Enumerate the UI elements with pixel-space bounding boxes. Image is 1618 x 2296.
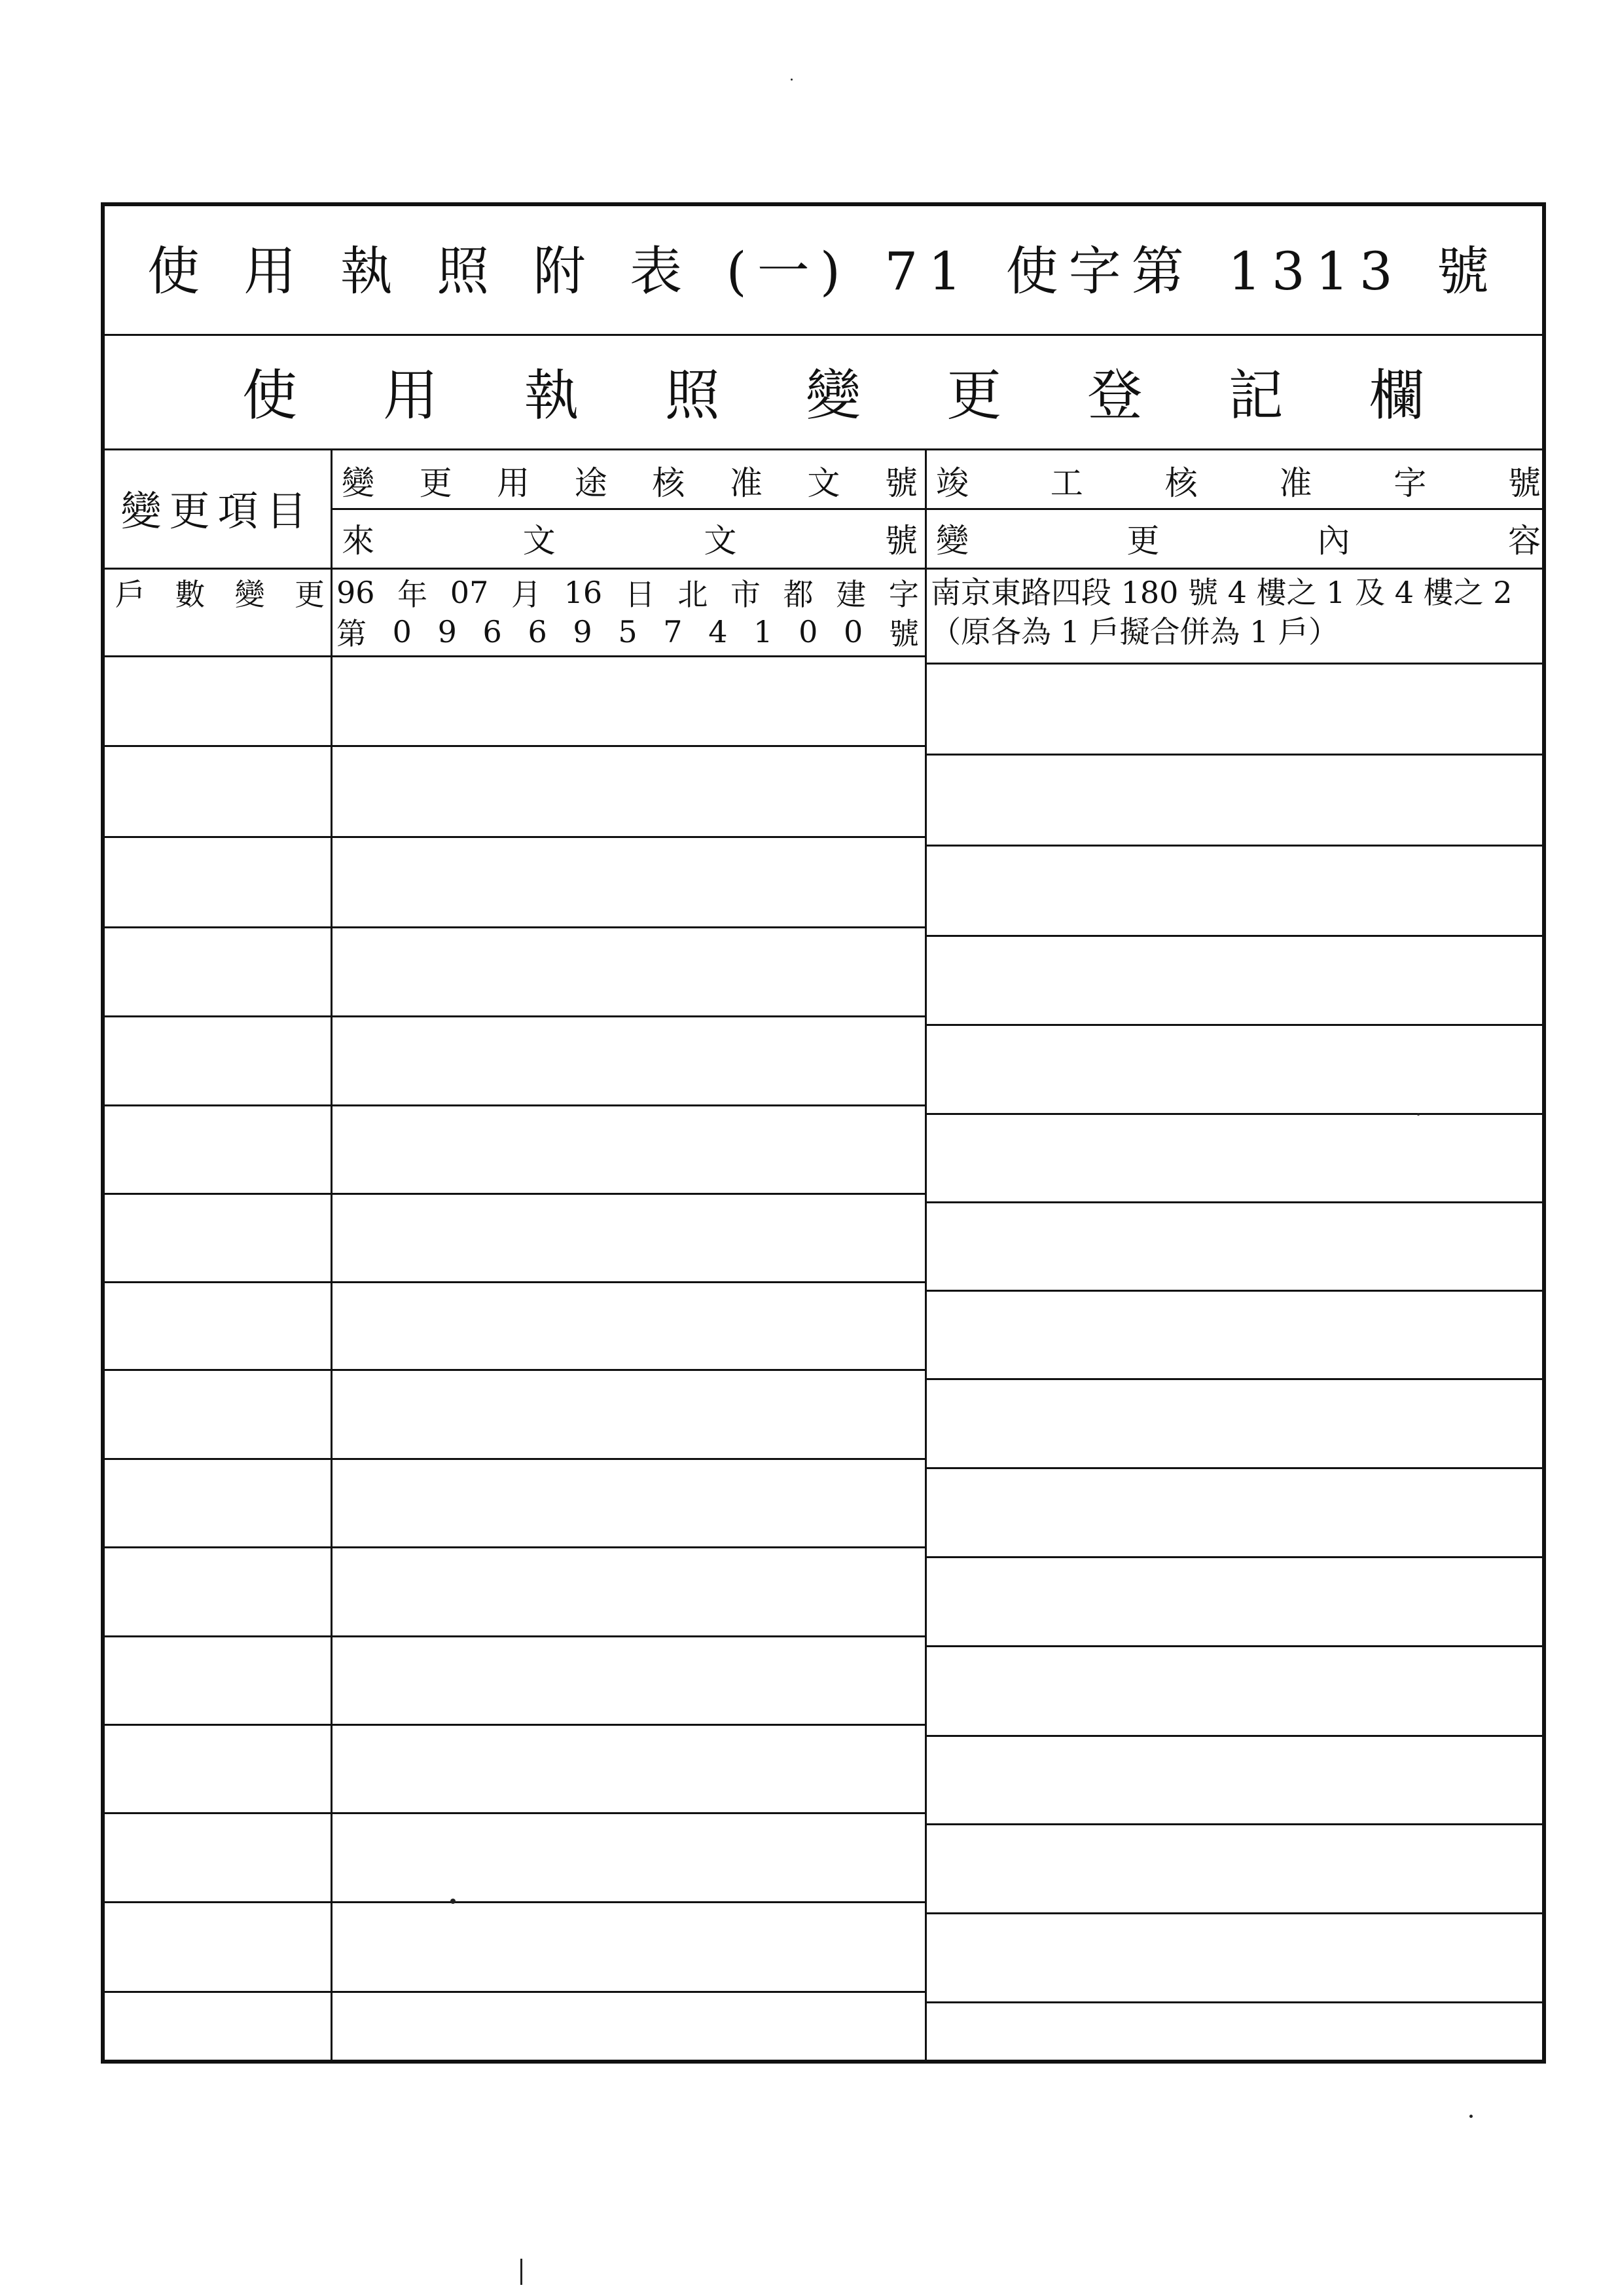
row-line	[331, 745, 925, 747]
row-line	[105, 1724, 331, 1726]
subtitle-char: 登	[1087, 363, 1143, 428]
entry-char: 日	[624, 577, 655, 612]
column-divider	[331, 448, 333, 2060]
row-line	[925, 845, 1542, 847]
row-line	[925, 1113, 1542, 1115]
row-line	[925, 1024, 1542, 1026]
form-title: 使 用 執 照 附 表 (一) 71 使字第 1313 號	[147, 241, 1500, 302]
entry-char: 0	[392, 614, 412, 649]
row-line	[925, 1467, 1542, 1469]
column-divider	[925, 448, 927, 2060]
header-change-item: 變更項目	[120, 486, 315, 535]
row-line	[331, 836, 925, 838]
row-line	[925, 2001, 1542, 2003]
header-change-content	[929, 511, 1545, 565]
entry-doc-line-2	[334, 612, 923, 651]
row-line	[105, 1193, 331, 1195]
row-line	[105, 1458, 331, 1460]
header-char: 容	[1507, 522, 1541, 560]
header-char: 變	[936, 522, 969, 560]
row-line	[105, 1546, 331, 1548]
subtitle-char: 用	[383, 363, 439, 428]
subtitle-char: 執	[524, 363, 579, 428]
header-approval-doc	[335, 454, 923, 507]
row-line	[105, 1812, 331, 1814]
scan-speck	[450, 1899, 456, 1904]
header-char: 號	[884, 464, 918, 502]
row-line	[925, 1823, 1542, 1825]
subtitle-char: 欄	[1369, 363, 1424, 428]
entry-char: 號	[888, 616, 919, 651]
row-line	[105, 1104, 331, 1106]
header-char: 核	[1164, 464, 1198, 502]
row-line	[331, 1281, 925, 1283]
row-line	[925, 935, 1542, 937]
row-line	[331, 1193, 925, 1195]
row-line	[331, 1015, 925, 1017]
header-completion-approval	[929, 454, 1545, 507]
entry-char: 4	[708, 614, 728, 649]
entry-char: 5	[618, 614, 638, 649]
header-char: 文	[522, 522, 556, 560]
row-line	[331, 1458, 925, 1460]
entry-char: 16	[564, 575, 603, 610]
divider	[105, 568, 1542, 570]
header-incoming-doc	[335, 511, 923, 565]
header-char: 工	[1050, 464, 1083, 502]
header-char: 文	[807, 464, 840, 502]
row-line	[331, 1635, 925, 1637]
entry-content-line-2: （原各為 1 戶擬合併為 1 戶）	[931, 614, 1339, 649]
entry-char: 第	[336, 616, 367, 651]
entry-char: 變	[234, 577, 265, 612]
row-line	[105, 1015, 331, 1017]
subtitle-char: 變	[805, 363, 861, 428]
entry-char: 9	[437, 614, 457, 649]
scan-speck	[1417, 1113, 1420, 1116]
entry-doc-line-1	[334, 573, 923, 612]
row-line	[105, 655, 331, 657]
row-line	[925, 1378, 1542, 1380]
row-line	[331, 1901, 925, 1903]
change-registration-form	[101, 202, 1546, 2064]
entry-char: 戶	[115, 577, 145, 612]
entry-content-line-1: 南京東路四段 180 號 4 樓之 1 及 4 樓之 2	[931, 575, 1513, 610]
row-line	[925, 754, 1542, 756]
entry-char: 9	[573, 614, 592, 649]
header-char: 用	[497, 464, 530, 502]
entry-char: 0	[844, 614, 863, 649]
entry-char: 7	[663, 614, 683, 649]
header-char: 竣	[936, 464, 969, 502]
row-line	[331, 1369, 925, 1371]
header-char: 核	[652, 464, 685, 502]
scan-mark	[520, 2259, 522, 2285]
row-line	[105, 1369, 331, 1371]
entry-char: 6	[482, 614, 502, 649]
scan-speck	[1469, 2115, 1473, 2118]
header-char: 文	[704, 522, 737, 560]
row-line	[105, 1901, 331, 1903]
row-line	[331, 1724, 925, 1726]
entry-char: 數	[175, 577, 206, 612]
header-char: 途	[574, 464, 607, 502]
row-line	[331, 655, 925, 657]
entry-char: 建	[836, 577, 867, 612]
header-sub-divider	[333, 508, 1542, 510]
row-line	[925, 1290, 1542, 1292]
entry-change-item	[113, 573, 327, 612]
row-line	[925, 1645, 1542, 1647]
scan-speck	[791, 79, 793, 81]
entry-char: 字	[888, 577, 919, 612]
row-line	[925, 1735, 1542, 1737]
entry-char: 0	[799, 614, 818, 649]
header-char: 變	[342, 464, 374, 502]
subtitle-char: 更	[946, 363, 1002, 428]
subtitle-char: 照	[664, 363, 720, 428]
entry-char: 年	[397, 577, 428, 612]
row-line	[331, 1546, 925, 1548]
header-char: 准	[1279, 464, 1312, 502]
subtitle-char: 使	[242, 363, 298, 428]
entry-char: 07	[450, 575, 489, 610]
header-char: 更	[419, 464, 452, 502]
entry-char: 都	[783, 577, 814, 612]
subtitle-char: 記	[1228, 363, 1284, 428]
row-line	[105, 745, 331, 747]
entry-char: 更	[294, 577, 325, 612]
entry-char: 北	[677, 577, 708, 612]
entry-char: 1	[753, 614, 773, 649]
header-char: 更	[1126, 522, 1160, 560]
form-subtitle	[105, 334, 1542, 448]
row-line	[331, 1104, 925, 1106]
row-line	[105, 1281, 331, 1283]
row-line	[105, 926, 331, 928]
entry-char: 市	[730, 577, 761, 612]
entry-char: 月	[511, 577, 541, 612]
header-char: 字	[1393, 464, 1427, 502]
row-line	[105, 1991, 331, 1993]
row-line	[331, 1991, 925, 1993]
row-line	[105, 1635, 331, 1637]
header-char: 內	[1317, 522, 1350, 560]
header-char: 來	[342, 522, 374, 560]
row-line	[331, 926, 925, 928]
row-line	[925, 663, 1542, 665]
header-char: 號	[884, 522, 918, 560]
entry-char: 6	[528, 614, 547, 649]
row-line	[925, 1556, 1542, 1558]
row-line	[925, 1201, 1542, 1203]
row-line	[925, 1912, 1542, 1914]
header-char: 准	[729, 464, 763, 502]
row-line	[331, 1812, 925, 1814]
header-char: 號	[1507, 464, 1541, 502]
entry-char: 96	[336, 575, 375, 610]
row-line	[105, 836, 331, 838]
